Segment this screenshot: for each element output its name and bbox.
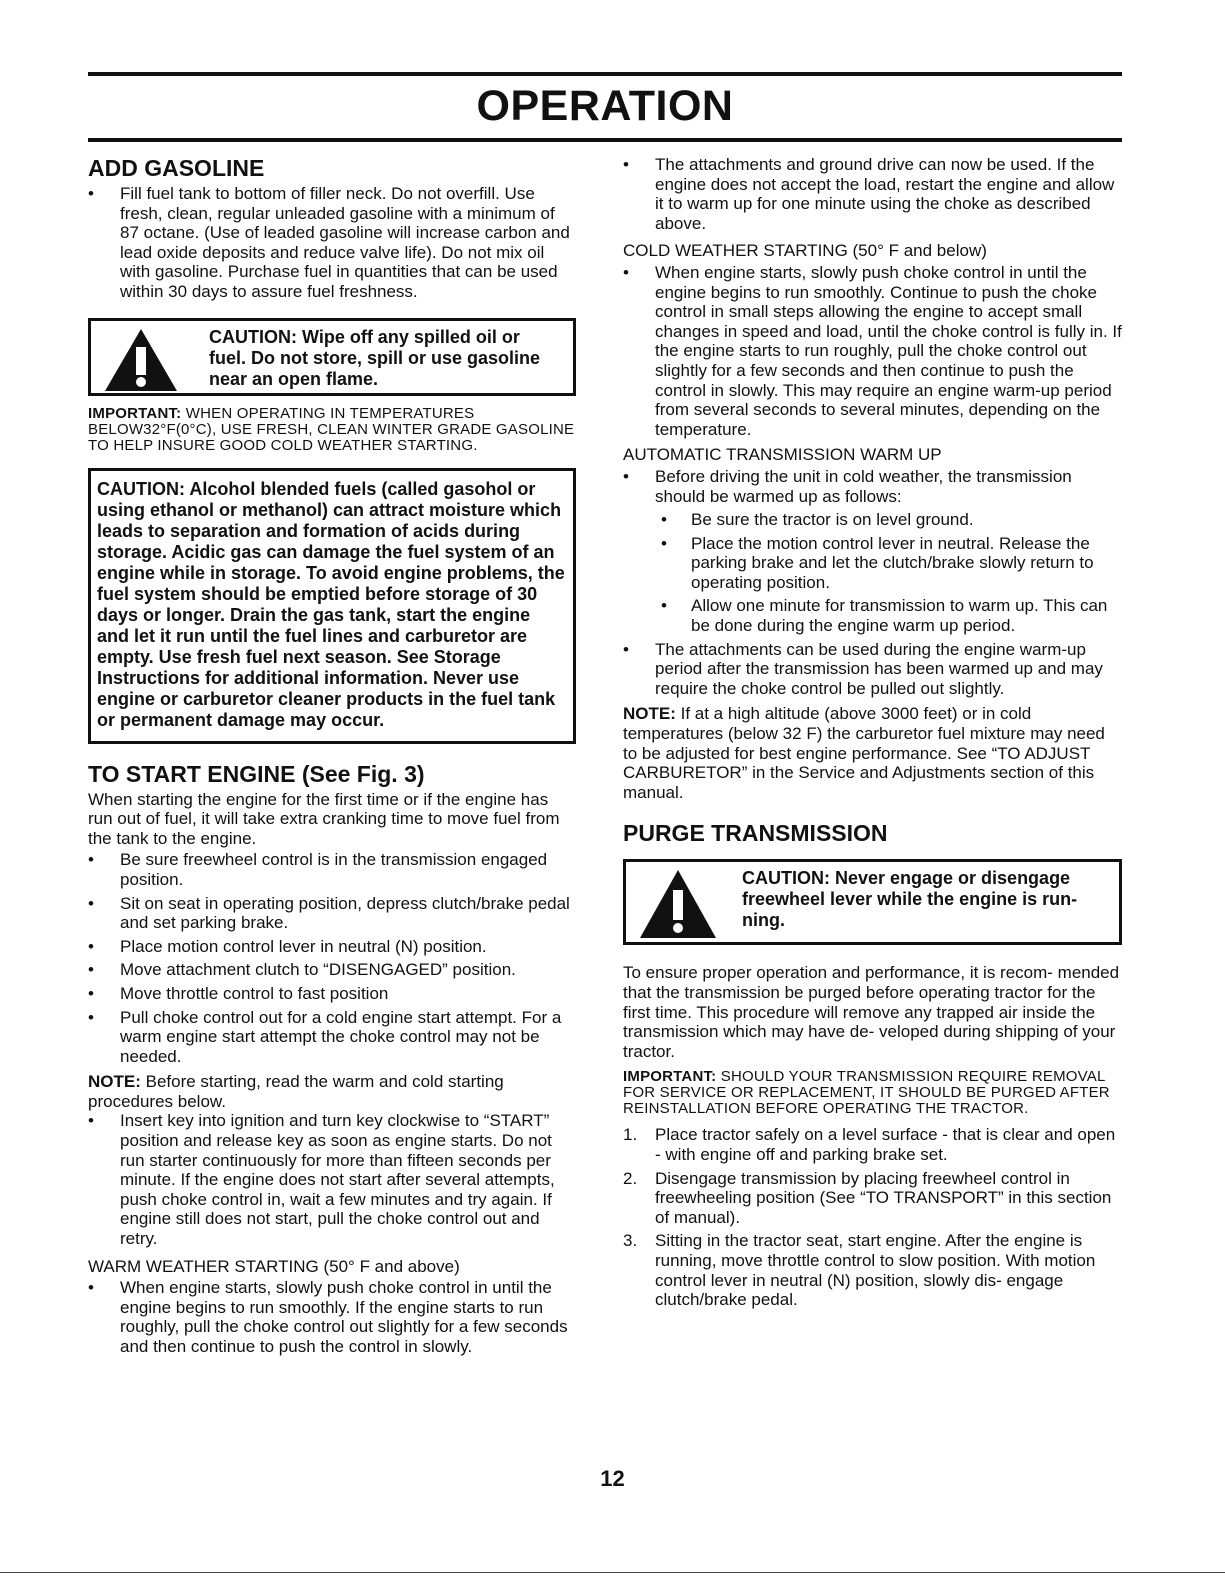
top-rule <box>88 72 1122 76</box>
left-column <box>88 155 576 1361</box>
start-engine-bullet: • Pull choke control out for a cold engine start attempt. For a warm engine start attempt the choke control may not be needed. <box>88 1008 576 1067</box>
caution-box-fuel <box>88 318 576 396</box>
important-text: WHEN OPERATING IN TEMPERATURES BELOW32°F(0°C), USE FRESH, CLEAN WINTER GRADE GASOLINE TO HELP INSURE GOOD COLD WEATHER STARTING. <box>88 404 575 454</box>
step-number: 3. <box>623 1231 638 1251</box>
step-number: 2. <box>623 1168 638 1188</box>
start-engine-heading: TO START ENGINE (See Fig. 3) <box>88 760 425 787</box>
important-label: IMPORTANT: <box>88 404 182 422</box>
start-engine-intro: When starting the engine for the first time or if the engine has run out of fuel, it will take extra cranking time to move fuel from the tank to the engine. <box>88 789 560 848</box>
add-gasoline-bullet: • Fill fuel tank to bottom of filler neck. Do not overfill. Use fresh, clean, regular unleaded gasoline with a minimum of 87 octane. (Use of leaded gasoline will increase carbon and lead oxide deposits and reduce valve life). Do not mix oil with gasoline. Purchase fuel in quantities that can be used within 30 days to assure fuel freshness. <box>88 184 576 302</box>
cold-weather-bullet: • When engine starts, slowly push choke control in until the engine begins to run smoothly. Continue to push the choke control in small steps allowing the engine to accept small changes in speed and load, until the choke control is fully in. If the engine starts to run roughly, pull the choke control out slightly for a few seconds and then continue to push the control in slowly. This may require an engine warm-up period from several seconds to several minutes, depending on the temperature. <box>623 263 1122 439</box>
auto-trans-sub-bullet: • Allow one minute for transmission to warm up. This can be done during the engine warm up period. <box>623 596 1122 635</box>
caution-text-fuel: CAUTION: Wipe off any spilled oil or fuel. Do not store, spill or use gasoline near an open flame. <box>209 326 541 389</box>
note-label: NOTE: <box>88 1072 141 1092</box>
page-title: OPERATION <box>476 82 734 130</box>
warning-triangle-icon <box>103 327 183 398</box>
important-text: SHOULD YOUR TRANSMISSION REQUIRE REMOVAL FOR SERVICE OR REPLACEMENT, IT SHOULD BE PURGED AFTER REINSTALLATION BEFORE OPERATING THE TRACTOR. <box>623 1068 1110 1118</box>
bottom-rule <box>0 1572 1225 1573</box>
warning-triangle-icon <box>638 868 718 945</box>
page-number: 12 <box>600 1466 625 1491</box>
auto-trans-sub-bullet: • Place the motion control lever in neutral. Release the parking brake and let the clutch/brake slowly return to operating position. <box>623 534 1122 593</box>
attachments-bullet: • The attachments and ground drive can now be used. If the engine does not accept the load, restart the engine and allow it to warm up for one minute using the choke as described above. <box>623 155 1122 233</box>
warmup-bullet: • The attachments can be used during the engine warm-up period after the transmission has been warmed up and may require the choke control be pulled out slightly. <box>623 640 1122 699</box>
step-text: Disengage transmission by placing freewheel control in freewheeling position (See “TO TRANSPORT” in this section of manual). <box>655 1168 1112 1227</box>
start-engine-note <box>88 1072 576 1111</box>
auto-trans-heading: AUTOMATIC TRANSMISSION WARM UP <box>623 445 942 465</box>
step-text: Sitting in the tractor seat, start engine. After the engine is running, move throttle control to slow position. With motion control lever in neutral (N) position, slowly dis- engage clutch/brake pedal. <box>655 1231 1096 1310</box>
caution-box-alcohol: CAUTION: Alcohol blended fuels (called gasohol or using ethanol or methanol) can attract moisture which leads to separation and formation of acids during storage. Acidic gas can damage the fuel system of an engine while in storage. To avoid engine problems, the fuel system should be emptied before storage of 30 days or longer. Drain the gas tank, start the engine and let it run until the fuel lines and carburetor are empty. Use fresh fuel next season. See Storage Instructions for additional information. Never use engine or carburetor cleaner products in the fuel tank or permanent damage may occur. <box>88 468 576 744</box>
start-engine-bullet: • Move throttle control to fast position <box>88 984 576 1004</box>
caution-box-freewheel <box>623 859 1122 945</box>
caution-text-freewheel: CAUTION: Never engage or disengage freewheel lever while the engine is run- ning. <box>742 868 1078 931</box>
note-text: If at a high altitude (above 3000 feet) or in cold temperatures (below 32 F) the carburetor fuel mixture may need to be adjusted for best engine performance. See “TO ADJUST CARBURETOR” in the Service and Adjustments section of this manual. <box>623 704 1105 802</box>
note-text: Before starting, read the warm and cold starting procedures below. <box>88 1072 504 1111</box>
warm-weather-bullet: • When engine starts, slowly push choke control in until the engine begins to run smoothly. If the engine starts to run roughly, pull the choke control out slightly for a few seconds and then continue to push the control in slowly. <box>88 1278 576 1356</box>
auto-trans-sub-bullet: • Be sure the tractor is on level ground. <box>623 510 1122 530</box>
purge-step <box>623 1231 1122 1309</box>
start-engine-bullet: • Be sure freewheel control is in the transmission engaged position. <box>88 850 576 889</box>
start-engine-bullet: • Sit on seat in operating position, depress clutch/brake pedal and set parking brake. <box>88 894 576 933</box>
important-purge <box>623 1069 1122 1117</box>
auto-trans-bullet: • Before driving the unit in cold weather, the transmission should be warmed up as follows: <box>623 467 1122 506</box>
purge-intro: To ensure proper operation and performance, it is recom- mended that the transmission be purged before operating tractor for the first time. This procedure will remove any trapped air inside the transmission which may have de- veloped during shipping of your tractor. <box>623 963 1120 1061</box>
altitude-note <box>623 704 1122 802</box>
step-text: Place tractor safely on a level surface - that is clear and open - with engine off and parking brake set. <box>655 1125 1116 1164</box>
cold-weather-heading: COLD WEATHER STARTING (50° F and below) <box>623 241 987 261</box>
note-label: NOTE: <box>623 704 676 724</box>
step-number: 1. <box>623 1125 638 1145</box>
right-column <box>623 155 1122 1314</box>
start-engine-bullet: • Move attachment clutch to “DISENGAGED” position. <box>88 960 576 980</box>
purge-step <box>623 1169 1122 1228</box>
important-cold-weather <box>88 406 576 454</box>
key-ignition-bullet: • Insert key into ignition and turn key clockwise to “START” position and release key as soon as engine starts. Do not run starter continuously for more than fifteen seconds per minute. If the engine does not start after several attempts, push choke control in, wait a few minutes and try again. If engine still does not start, pull the choke control out and retry. <box>88 1111 576 1248</box>
title-rule <box>88 138 1122 142</box>
add-gasoline-heading: ADD GASOLINE <box>88 155 265 181</box>
start-engine-bullet: • Place motion control lever in neutral (N) position. <box>88 937 576 957</box>
purge-step <box>623 1125 1122 1164</box>
important-label: IMPORTANT: <box>623 1068 717 1086</box>
purge-heading: PURGE TRANSMISSION <box>623 820 888 847</box>
warm-weather-heading: WARM WEATHER STARTING (50° F and above) <box>88 1256 460 1276</box>
